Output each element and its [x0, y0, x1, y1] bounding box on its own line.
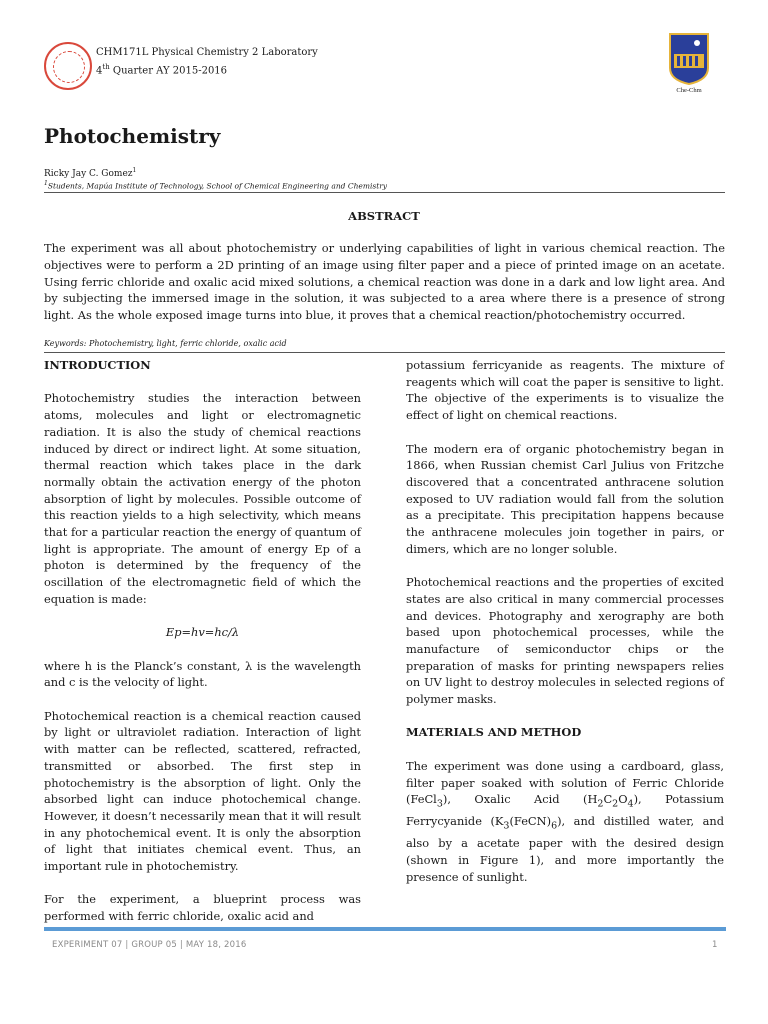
subscript: 3 [503, 820, 510, 832]
intro-paragraph-2: where h is the Planck’s constant, λ is the wavelength and c is the velocity of light. [44, 658, 361, 690]
materials-text: ), Potassium Ferrycyanide (K [406, 792, 724, 829]
affiliation-footnote-mark: 1 [44, 180, 48, 187]
materials-text: ), and distilled water, and also by a acetate paper with the desired design (shown in Figure 1), and more importantly the presence of sunlight. [406, 814, 724, 884]
affiliation-text: Students, Mapúa Institute of Technology, School of Chemical Engineering and Chemistry [47, 181, 388, 191]
footer-rule [44, 927, 726, 931]
intro-paragraph-7: Photochemical reactions and the properties of excited states are also critical in many commercial processes and devices. Photography and xerography are both based upon photochemical processes, while the manufacture of semiconductor chips or the preparation of masks for printing newspapers relies on UV light to destroy molecules in selected regions of polymer masks. [406, 575, 724, 707]
intro-paragraph-6: The modern era of organic photochemistry began in 1866, when Russian chemist Carl Julius von Fritzche discovered that a concentrated anthracene solution exposed to UV radiation would fall from the solution as a precipitate. This precipitation happens because the anthracene molecules join together in pairs, or dimers, which are no longer soluble. [406, 441, 724, 556]
crest-label: Che-Chm [676, 87, 702, 94]
introduction-heading: INTRODUCTION [44, 358, 151, 372]
intro-paragraph-5: potassium ferricyanide as reagents. The mixture of reagents which will coat the paper is sensitive to light. The objective of the experiments is to visualize the effect of light on chemical reactions. [406, 358, 724, 423]
affiliation-line [44, 180, 387, 191]
university-seal-logo [44, 42, 92, 90]
quarter-ordinal: th [102, 63, 110, 71]
materials-paragraph [406, 758, 724, 885]
materials-text: (FeCN) [509, 814, 552, 829]
abstract-heading: ABSTRACT [348, 209, 420, 223]
right-column [406, 357, 724, 902]
subscript: 3 [436, 798, 443, 810]
intro-paragraph-1: Photochemistry studies the interaction between atoms, molecules and light or electromagnetic radiation. It is also the study of chemical reactions induced by direct or indirect light. At some situation, thermal reaction which takes place in the dark normally obtain the activation energy of the photon absorption of light by molecules. Possible outcome of this reaction yields to a high selectivity, which means that for a particular reaction the energy of quantum of light is appropriate. The amount of energy Ep of a photon is determined by the frequency of the oscillation of the electromagnetic field of which the equation is made: [44, 391, 361, 606]
che-chm-crest-logo [664, 30, 714, 94]
course-header [96, 46, 318, 78]
paper-title: Photochemistry [44, 124, 221, 148]
quarter-number: 4 [96, 65, 103, 77]
course-name: CHM171L Physical Chemistry 2 Laboratory [96, 47, 318, 58]
page-number: 1 [712, 940, 718, 950]
quarter-text: Quarter AY 2015-2016 [109, 65, 228, 77]
left-column [44, 357, 361, 942]
keywords: Keywords: Photochemistry, light, ferric chloride, oxalic acid [44, 339, 287, 348]
author-footnote-mark: 1 [132, 167, 137, 174]
subscript: 2 [597, 798, 604, 810]
subscript: 2 [612, 798, 619, 810]
materials-text: The experiment was done using a cardboard, glass, filter paper soaked with solution of Ferric Chloride (FeCl [406, 758, 724, 807]
intro-paragraph-3: Photochemical reaction is a chemical reaction caused by light or ultraviolet radiation. Interaction of light with matter can be reflected, scattered, refracted, transmitted or absorbed. The first step in photochemistry is the absorption of light. Only the absorbed light can induce photochemical change. However, it doesn’t necessarily mean that it will result in any photochemical event. It is only the absorption of light that initiates chemical event. Thus, an important rule in photochemistry. [44, 708, 361, 874]
intro-paragraph-4: For the experiment, a blueprint process was performed with ferric chloride, oxalic acid and [44, 892, 361, 924]
footer-text: EXPERIMENT 07 | GROUP 05 | MAY 18, 2016 [52, 940, 247, 950]
energy-equation: Ep=hv=hc/λ [165, 625, 240, 640]
materials-heading: MATERIALS AND METHOD [406, 725, 582, 740]
author-name: Ricky Jay C. Gomez [44, 169, 133, 179]
author-line [44, 167, 136, 179]
materials-text: ), Oxalic Acid (H [442, 792, 598, 807]
quarter-line [96, 60, 318, 78]
abstract-text: The experiment was all about photochemistry or underlying capabilities of light in various chemical reaction. The objectives were to perform a 2D printing of an image using filter paper and a piece of printed image on an acetate. Using ferric chloride and oxalic acid mixed solutions, a chemical reaction was done in a dark and low light area. And by subjecting the immersed image in the solution, it was subjected to a area where there is a presence of strong light. As the whole exposed image turns into blue, it proves that a chemical reaction/photochemistry occurred. [44, 241, 725, 323]
abstract-divider [44, 352, 725, 353]
header-divider [44, 192, 725, 193]
subscript: 6 [551, 820, 558, 832]
subscript: 4 [627, 798, 634, 810]
materials-text: C [603, 792, 613, 807]
materials-text: O [618, 792, 628, 807]
